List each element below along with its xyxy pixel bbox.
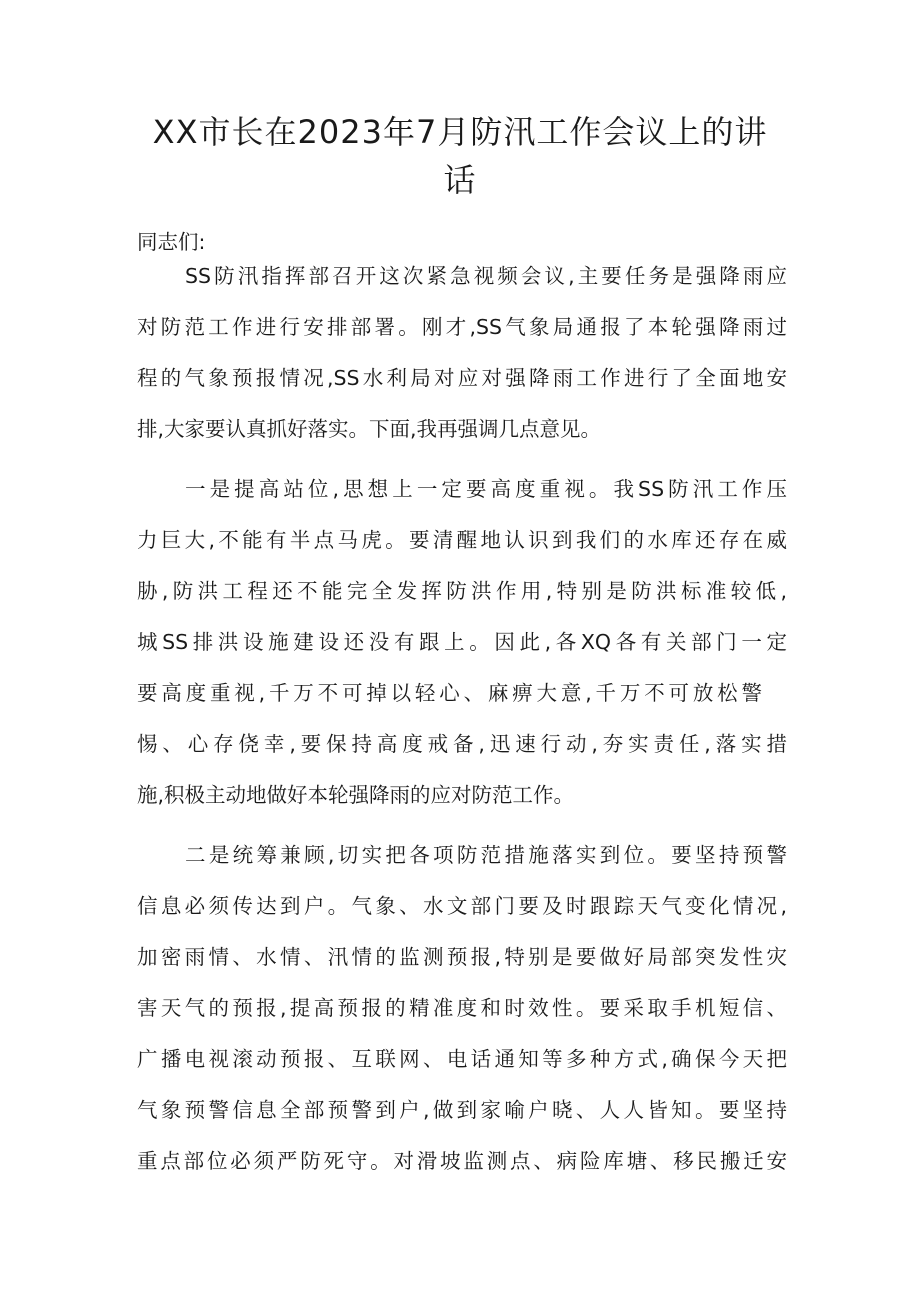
paragraph-3-line-3: 加密雨情、水情、汛情的监测预报,特别是要做好局部突发性灾 [137,945,787,969]
paragraph-2-line-2: 力巨大,不能有半点马虎。要清醒地认识到我们的水库还存在威 [137,528,787,552]
title-line-1: XX市长在2023年7月防汛工作会议上的讲 [152,113,768,151]
paragraph-2-line-4: 城SS排洪设施建设还没有跟上。因此,各XQ各有关部门一定 [137,630,787,654]
paragraph-3-line-7: 重点部位必须严防死守。对滑坡监测点、病险库塘、移民搬迁安 [137,1149,787,1173]
paragraph-2-line-6: 惕、心存侥幸,要保持高度戒备,迅速行动,夯实责任,落实措 [137,732,787,756]
paragraph-3-line-2: 信息必须传达到户。气象、水文部门要及时跟踪天气变化情况, [137,894,787,918]
paragraph-3-line-5: 广播电视滚动预报、互联网、电话通知等多种方式,确保今天把 [137,1047,787,1071]
paragraph-2-line-5: 要高度重视,千万不可掉以轻心、麻痹大意,千万不可放松警 [137,681,762,705]
paragraph-3-line-4: 害天气的预报,提高预报的精准度和时效性。要采取手机短信、 [137,996,787,1020]
paragraph-1-line-1: SS防汛指挥部召开这次紧急视频会议,主要任务是强降雨应 [185,264,787,288]
salutation: 同志们: [137,230,206,254]
paragraph-3-line-6: 气象预警信息全部预警到户,做到家喻户晓、人人皆知。要坚持 [137,1098,787,1122]
document-title [130,108,790,204]
title-line-2: 话 [443,161,477,199]
paragraph-3-line-1: 二是统筹兼顾,切实把各项防范措施落实到位。要坚持预警 [185,843,787,867]
paragraph-2-line-7: 施,积极主动地做好本轮强降雨的应对防范工作。 [137,783,575,807]
paragraph-1-line-4: 排,大家要认真抓好落实。下面,我再强调几点意见。 [137,417,602,441]
paragraph-1-line-3: 程的气象预报情况,SS水利局对应对强降雨工作进行了全面地安 [137,366,787,390]
paragraph-2-line-1: 一是提高站位,思想上一定要高度重视。我SS防汛工作压 [185,477,787,501]
paragraph-2-line-3: 胁,防洪工程还不能完全发挥防洪作用,特别是防洪标准较低, [137,579,787,603]
paragraph-1-line-2: 对防范工作进行安排部署。刚才,SS气象局通报了本轮强降雨过 [137,315,787,339]
